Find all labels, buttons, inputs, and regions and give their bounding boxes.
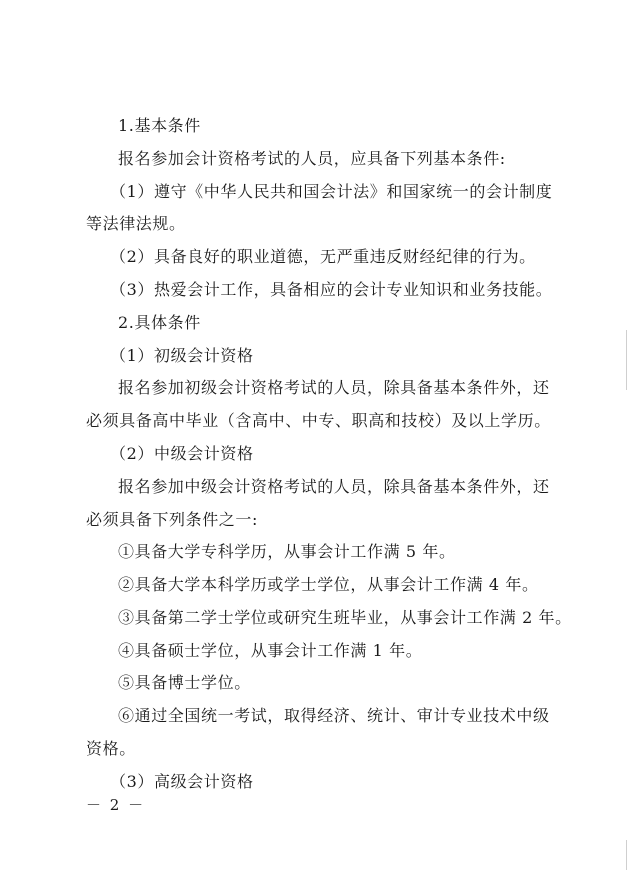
paragraph-line: 必须具备高中毕业（含高中、中专、职高和技校）及以上学历。	[86, 411, 551, 430]
scan-edge-mark	[626, 840, 627, 870]
list-item: ②具备大学本科学历或学士学位，从事会计工作满 4 年。	[118, 575, 539, 594]
scan-edge-mark	[626, 330, 627, 390]
paragraph-line: 必须具备下列条件之一:	[86, 510, 258, 529]
subsection-heading-intermediate: （2）中级会计资格	[110, 444, 254, 463]
section-heading-basic-conditions: 1.基本条件	[118, 116, 201, 135]
paragraph-line: 报名参加初级会计资格考试的人员，除具备基本条件外，还	[118, 378, 550, 397]
list-item: ⑤具备博士学位。	[118, 673, 251, 692]
paragraph-line: （3）热爱会计工作，具备相应的会计专业知识和业务技能。	[110, 280, 553, 299]
list-item: ⑥通过全国统一考试，取得经济、统计、审计专业技术中级	[118, 706, 550, 725]
paragraph-line: 报名参加中级会计资格考试的人员，除具备基本条件外，还	[118, 477, 550, 496]
list-item: ③具备第二学士学位或研究生班毕业，从事会计工作满 2 年。	[118, 608, 572, 627]
paragraph-line: （2）具备良好的职业道德，无严重违反财经纪律的行为。	[110, 247, 536, 266]
paragraph-line: （1）遵守《中华人民共和国会计法》和国家统一的会计制度	[110, 182, 553, 201]
section-heading-specific-conditions: 2.具体条件	[118, 313, 201, 332]
subsection-heading-senior: （3）高级会计资格	[110, 772, 254, 791]
subsection-heading-junior: （1）初级会计资格	[110, 346, 254, 365]
paragraph-line: 报名参加会计资格考试的人员，应具备下列基本条件:	[118, 149, 506, 168]
paragraph-line: 等法律法规。	[86, 214, 186, 233]
list-item: ④具备硕士学位，从事会计工作满 1 年。	[118, 641, 423, 660]
paragraph-line: 资格。	[86, 739, 136, 758]
list-item: ①具备大学专科学历，从事会计工作满 5 年。	[118, 542, 456, 561]
page-number: － 2 －	[86, 796, 146, 814]
